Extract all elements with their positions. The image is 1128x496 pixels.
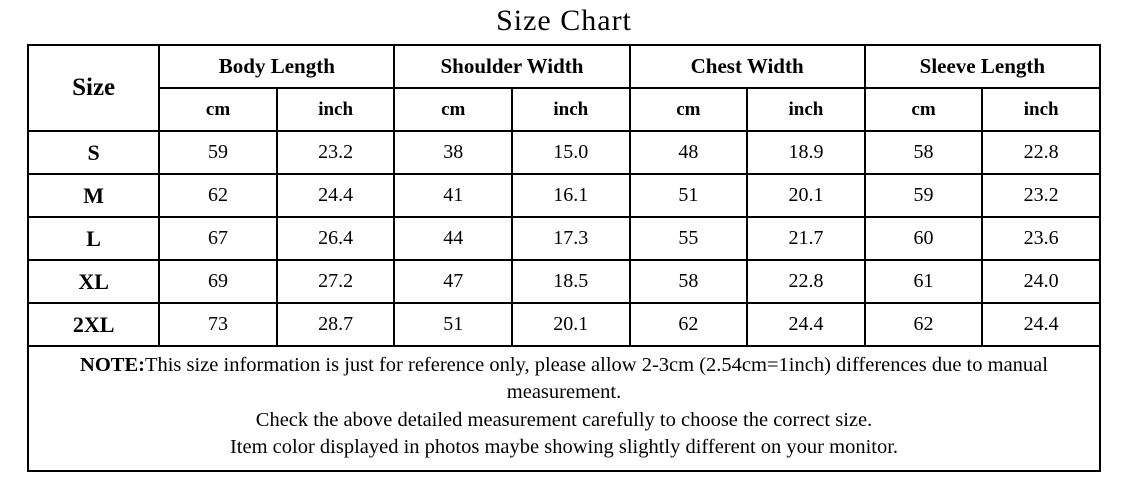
header-unit-chest-width-cm: cm	[630, 88, 748, 131]
note-line-3: Item color displayed in photos maybe showing slightly different on your monitor.	[229, 436, 899, 459]
cell-value: 61	[865, 260, 983, 303]
note-line-1	[37, 352, 1091, 407]
cell-value: 20.1	[512, 303, 630, 346]
header-unit-chest-width-inch: inch	[747, 88, 865, 131]
page-title: Size Chart	[496, 4, 632, 37]
cell-value: 24.0	[982, 260, 1100, 303]
cell-value: 24.4	[747, 303, 865, 346]
cell-value: 24.4	[982, 303, 1100, 346]
cell-value: 67	[159, 217, 277, 260]
cell-value: 69	[159, 260, 277, 303]
cell-value: 38	[394, 131, 512, 174]
row-size-label: 2XL	[28, 303, 159, 346]
cell-value: 41	[394, 174, 512, 217]
cell-value: 59	[865, 174, 983, 217]
cell-value: 27.2	[277, 260, 395, 303]
cell-value: 23.2	[982, 174, 1100, 217]
cell-value: 73	[159, 303, 277, 346]
cell-value: 51	[394, 303, 512, 346]
cell-value: 48	[630, 131, 748, 174]
note-line-1-text: This size information is just for reference only, please allow 2-3cm (2.54cm=1inch) differences due to manual measurement.	[144, 354, 1048, 404]
table-header-row-units	[28, 88, 1100, 131]
header-group-chest-width: Chest Width	[630, 45, 865, 88]
table-row	[28, 303, 1100, 346]
table-row	[28, 260, 1100, 303]
header-group-sleeve-length: Sleeve Length	[865, 45, 1100, 88]
row-size-label: S	[28, 131, 159, 174]
cell-value: 44	[394, 217, 512, 260]
cell-value: 62	[630, 303, 748, 346]
cell-value: 24.4	[277, 174, 395, 217]
row-size-label: L	[28, 217, 159, 260]
note-label: NOTE:	[80, 354, 145, 376]
header-unit-shoulder-width-cm: cm	[394, 88, 512, 131]
header-unit-body-length-cm: cm	[159, 88, 277, 131]
cell-value: 60	[865, 217, 983, 260]
header-unit-sleeve-length-inch: inch	[982, 88, 1100, 131]
cell-value: 62	[159, 174, 277, 217]
size-chart-table	[27, 44, 1101, 472]
cell-value: 21.7	[747, 217, 865, 260]
notes-row	[28, 346, 1100, 471]
header-group-shoulder-width: Shoulder Width	[394, 45, 629, 88]
size-chart-table-wrapper	[0, 44, 1128, 472]
cell-value: 58	[630, 260, 748, 303]
cell-value: 20.1	[747, 174, 865, 217]
table-row	[28, 131, 1100, 174]
cell-value: 23.2	[277, 131, 395, 174]
table-header-row-groups	[28, 45, 1100, 88]
table-header	[28, 45, 1100, 131]
table-row	[28, 217, 1100, 260]
cell-value: 58	[865, 131, 983, 174]
cell-value: 18.5	[512, 260, 630, 303]
cell-value: 15.0	[512, 131, 630, 174]
cell-value: 51	[630, 174, 748, 217]
cell-value: 16.1	[512, 174, 630, 217]
cell-value: 22.8	[747, 260, 865, 303]
header-unit-body-length-inch: inch	[277, 88, 395, 131]
row-size-label: M	[28, 174, 159, 217]
table-row	[28, 174, 1100, 217]
cell-value: 62	[865, 303, 983, 346]
notes-block	[28, 346, 1100, 471]
cell-value: 55	[630, 217, 748, 260]
header-group-body-length: Body Length	[159, 45, 394, 88]
cell-value: 23.6	[982, 217, 1100, 260]
cell-value: 28.7	[277, 303, 395, 346]
note-line-2: Check the above detailed measurement carefully to choose the correct size.	[255, 408, 873, 431]
row-size-label: XL	[28, 260, 159, 303]
cell-value: 22.8	[982, 131, 1100, 174]
cell-value: 26.4	[277, 217, 395, 260]
header-size: Size	[28, 45, 159, 131]
cell-value: 47	[394, 260, 512, 303]
cell-value: 18.9	[747, 131, 865, 174]
cell-value: 17.3	[512, 217, 630, 260]
header-unit-sleeve-length-cm: cm	[865, 88, 983, 131]
header-unit-shoulder-width-inch: inch	[512, 88, 630, 131]
cell-value: 59	[159, 131, 277, 174]
table-body	[28, 131, 1100, 471]
